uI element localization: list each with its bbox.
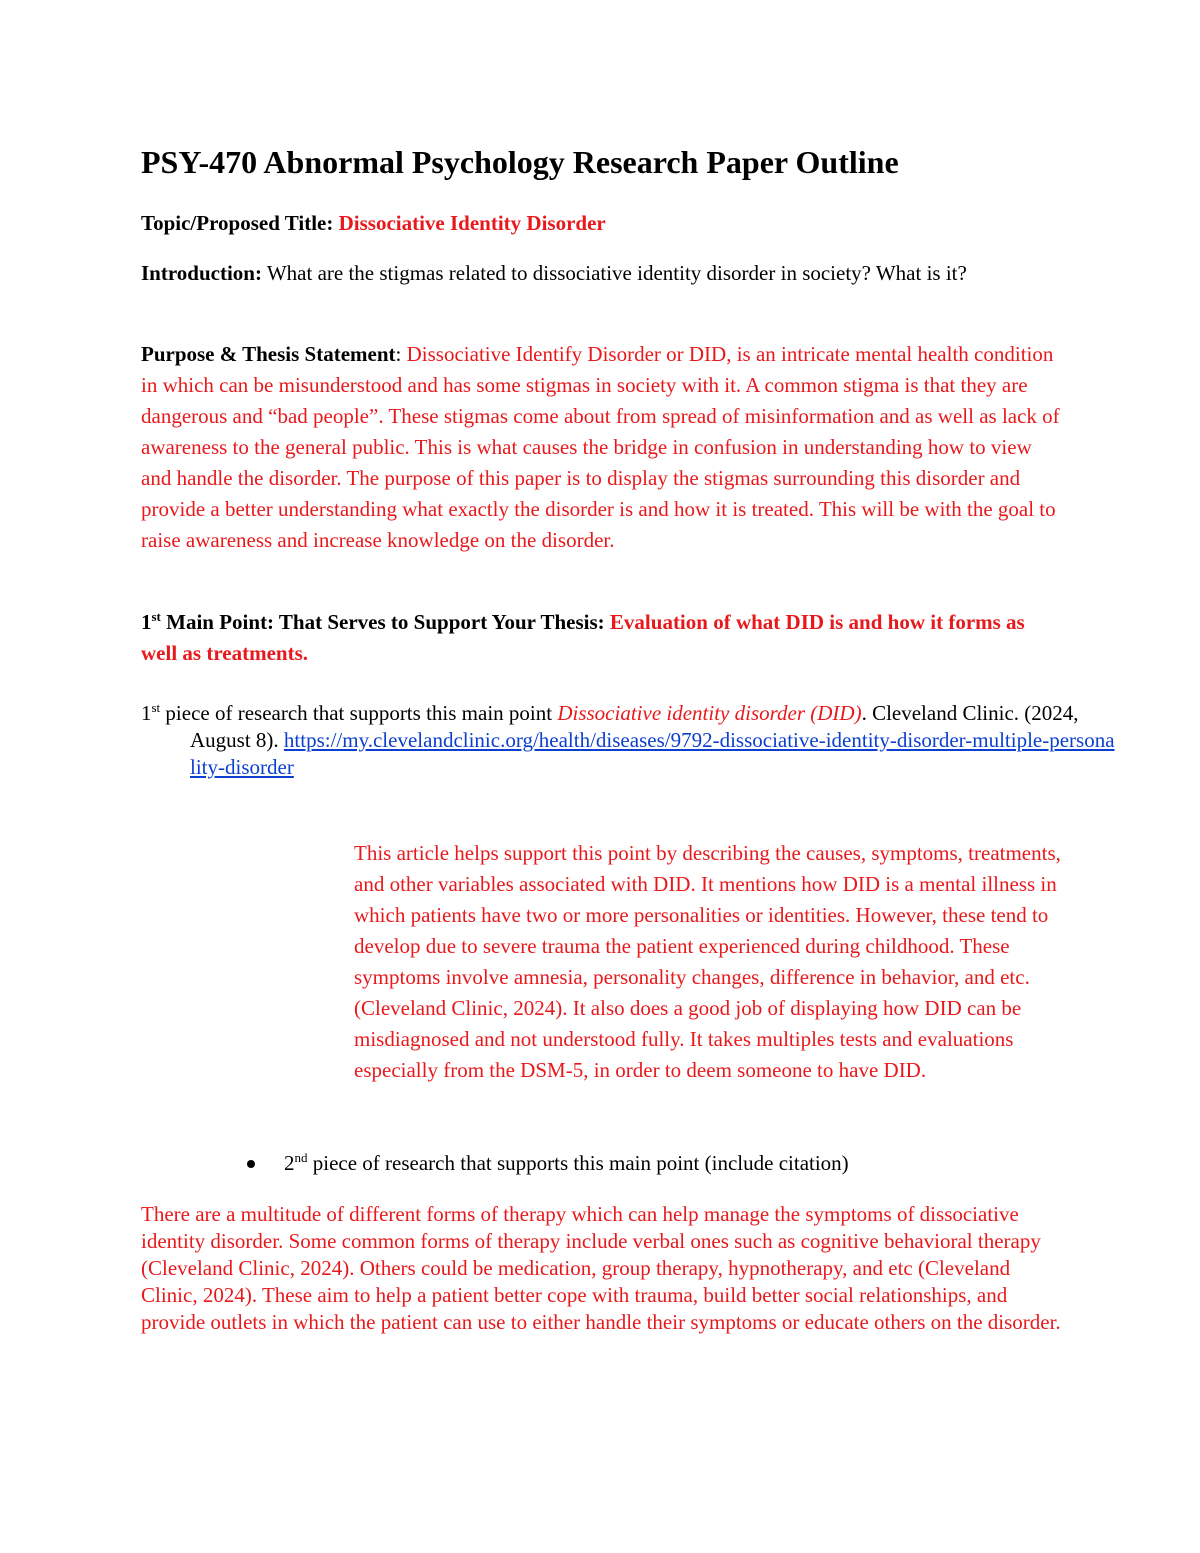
research-1-citation bbox=[141, 700, 1115, 781]
research-1-url-link[interactable]: https://my.clevelandclinic.org/health/diseases/9792-dissociative-identity-disorder-multiple-personality-disorder bbox=[190, 728, 1115, 779]
bullet-icon bbox=[247, 1160, 255, 1168]
purpose-paragraph bbox=[141, 339, 1066, 556]
research-2-summary bbox=[141, 1201, 1061, 1336]
purpose-label: Purpose & Thesis Statement bbox=[141, 342, 396, 366]
research-2-label: piece of research that supports this main point (include citation) bbox=[307, 1151, 849, 1175]
purpose-text: Dissociative Identify Disorder or DID, is an intricate mental health condition in which can be misunderstood and has some stigmas in society with it. A common stigma is that they are dangerous and “bad people”. These stigmas come about from spread of misinformation and as well as lack of awareness to the general public. This is what causes the bridge in confusion in understanding how to view and handle the disorder. The purpose of this paper is to display the stigmas surrounding this disorder and provide a better understanding what exactly the disorder is and how it is treated. This will be with the goal to raise awareness and increase knowledge on the disorder. bbox=[141, 342, 1060, 552]
topic-line bbox=[141, 208, 1071, 239]
introduction-paragraph bbox=[141, 258, 1061, 289]
purpose-colon: : bbox=[395, 342, 402, 366]
research-2-heading bbox=[284, 1148, 1084, 1179]
research-1-source-rest: . Cleveland Clinic. (2024, August 8). bbox=[190, 701, 1079, 752]
main-point-1 bbox=[141, 607, 1066, 669]
topic-label: Topic/Proposed Title: bbox=[141, 211, 334, 235]
topic-value: Dissociative Identity Disorder bbox=[338, 211, 606, 235]
main-point-1-sup: st bbox=[151, 609, 161, 624]
research-2-num: 2 bbox=[284, 1151, 295, 1175]
research-1-summary bbox=[354, 838, 1064, 1086]
research-1-source-title: Dissociative identity disorder (DID) bbox=[557, 701, 862, 725]
research-2-summary-text: There are a multitude of different forms of therapy which can help manage the symptoms of dissociative identity disorder. Some common forms of therapy include verbal ones such as cognitive behavioral therapy (Cleveland Clinic, 2024). Others could be medication, group therapy, hypnotherapy, and etc (Cleveland Clinic, 2024). These aim to help a patient better cope with trauma, build better social relationships, and provide outlets in which the patient can use to either handle their symptoms or educate others on the disorder. bbox=[141, 1202, 1061, 1334]
research-1-summary-text: This article helps support this point by describing the causes, symptoms, treatments, and other variables associated with DID. It mentions how DID is a mental illness in which patients have two or more personalities or identities. However, these tend to develop due to severe trauma the patient experienced during childhood. These symptoms involve amnesia, personality changes, difference in behavior, and etc. (Cleveland Clinic, 2024). It also does a good job of displaying how DID can be misdiagnosed and not understood fully. It takes multiples tests and evaluations especially from the DSM-5, in order to deem someone to have DID. bbox=[354, 841, 1061, 1082]
page-title: PSY-470 Abnormal Psychology Research Paper Outline bbox=[141, 144, 899, 180]
main-point-1-value: Evaluation of what DID is and how it forms as well as treatments. bbox=[141, 610, 1025, 665]
main-point-1-num: 1 bbox=[141, 610, 152, 634]
research-1-sup: st bbox=[151, 700, 161, 715]
research-1-label: piece of research that supports this main point bbox=[160, 701, 558, 725]
introduction-label: Introduction: bbox=[141, 261, 262, 285]
main-point-1-label: Main Point: That Serves to Support Your Thesis: bbox=[160, 610, 605, 634]
title-block bbox=[141, 142, 1101, 182]
research-1-num: 1 bbox=[141, 701, 152, 725]
introduction-text: What are the stigmas related to dissociative identity disorder in society? What is it? bbox=[266, 261, 967, 285]
research-2-sup: nd bbox=[294, 1150, 308, 1165]
